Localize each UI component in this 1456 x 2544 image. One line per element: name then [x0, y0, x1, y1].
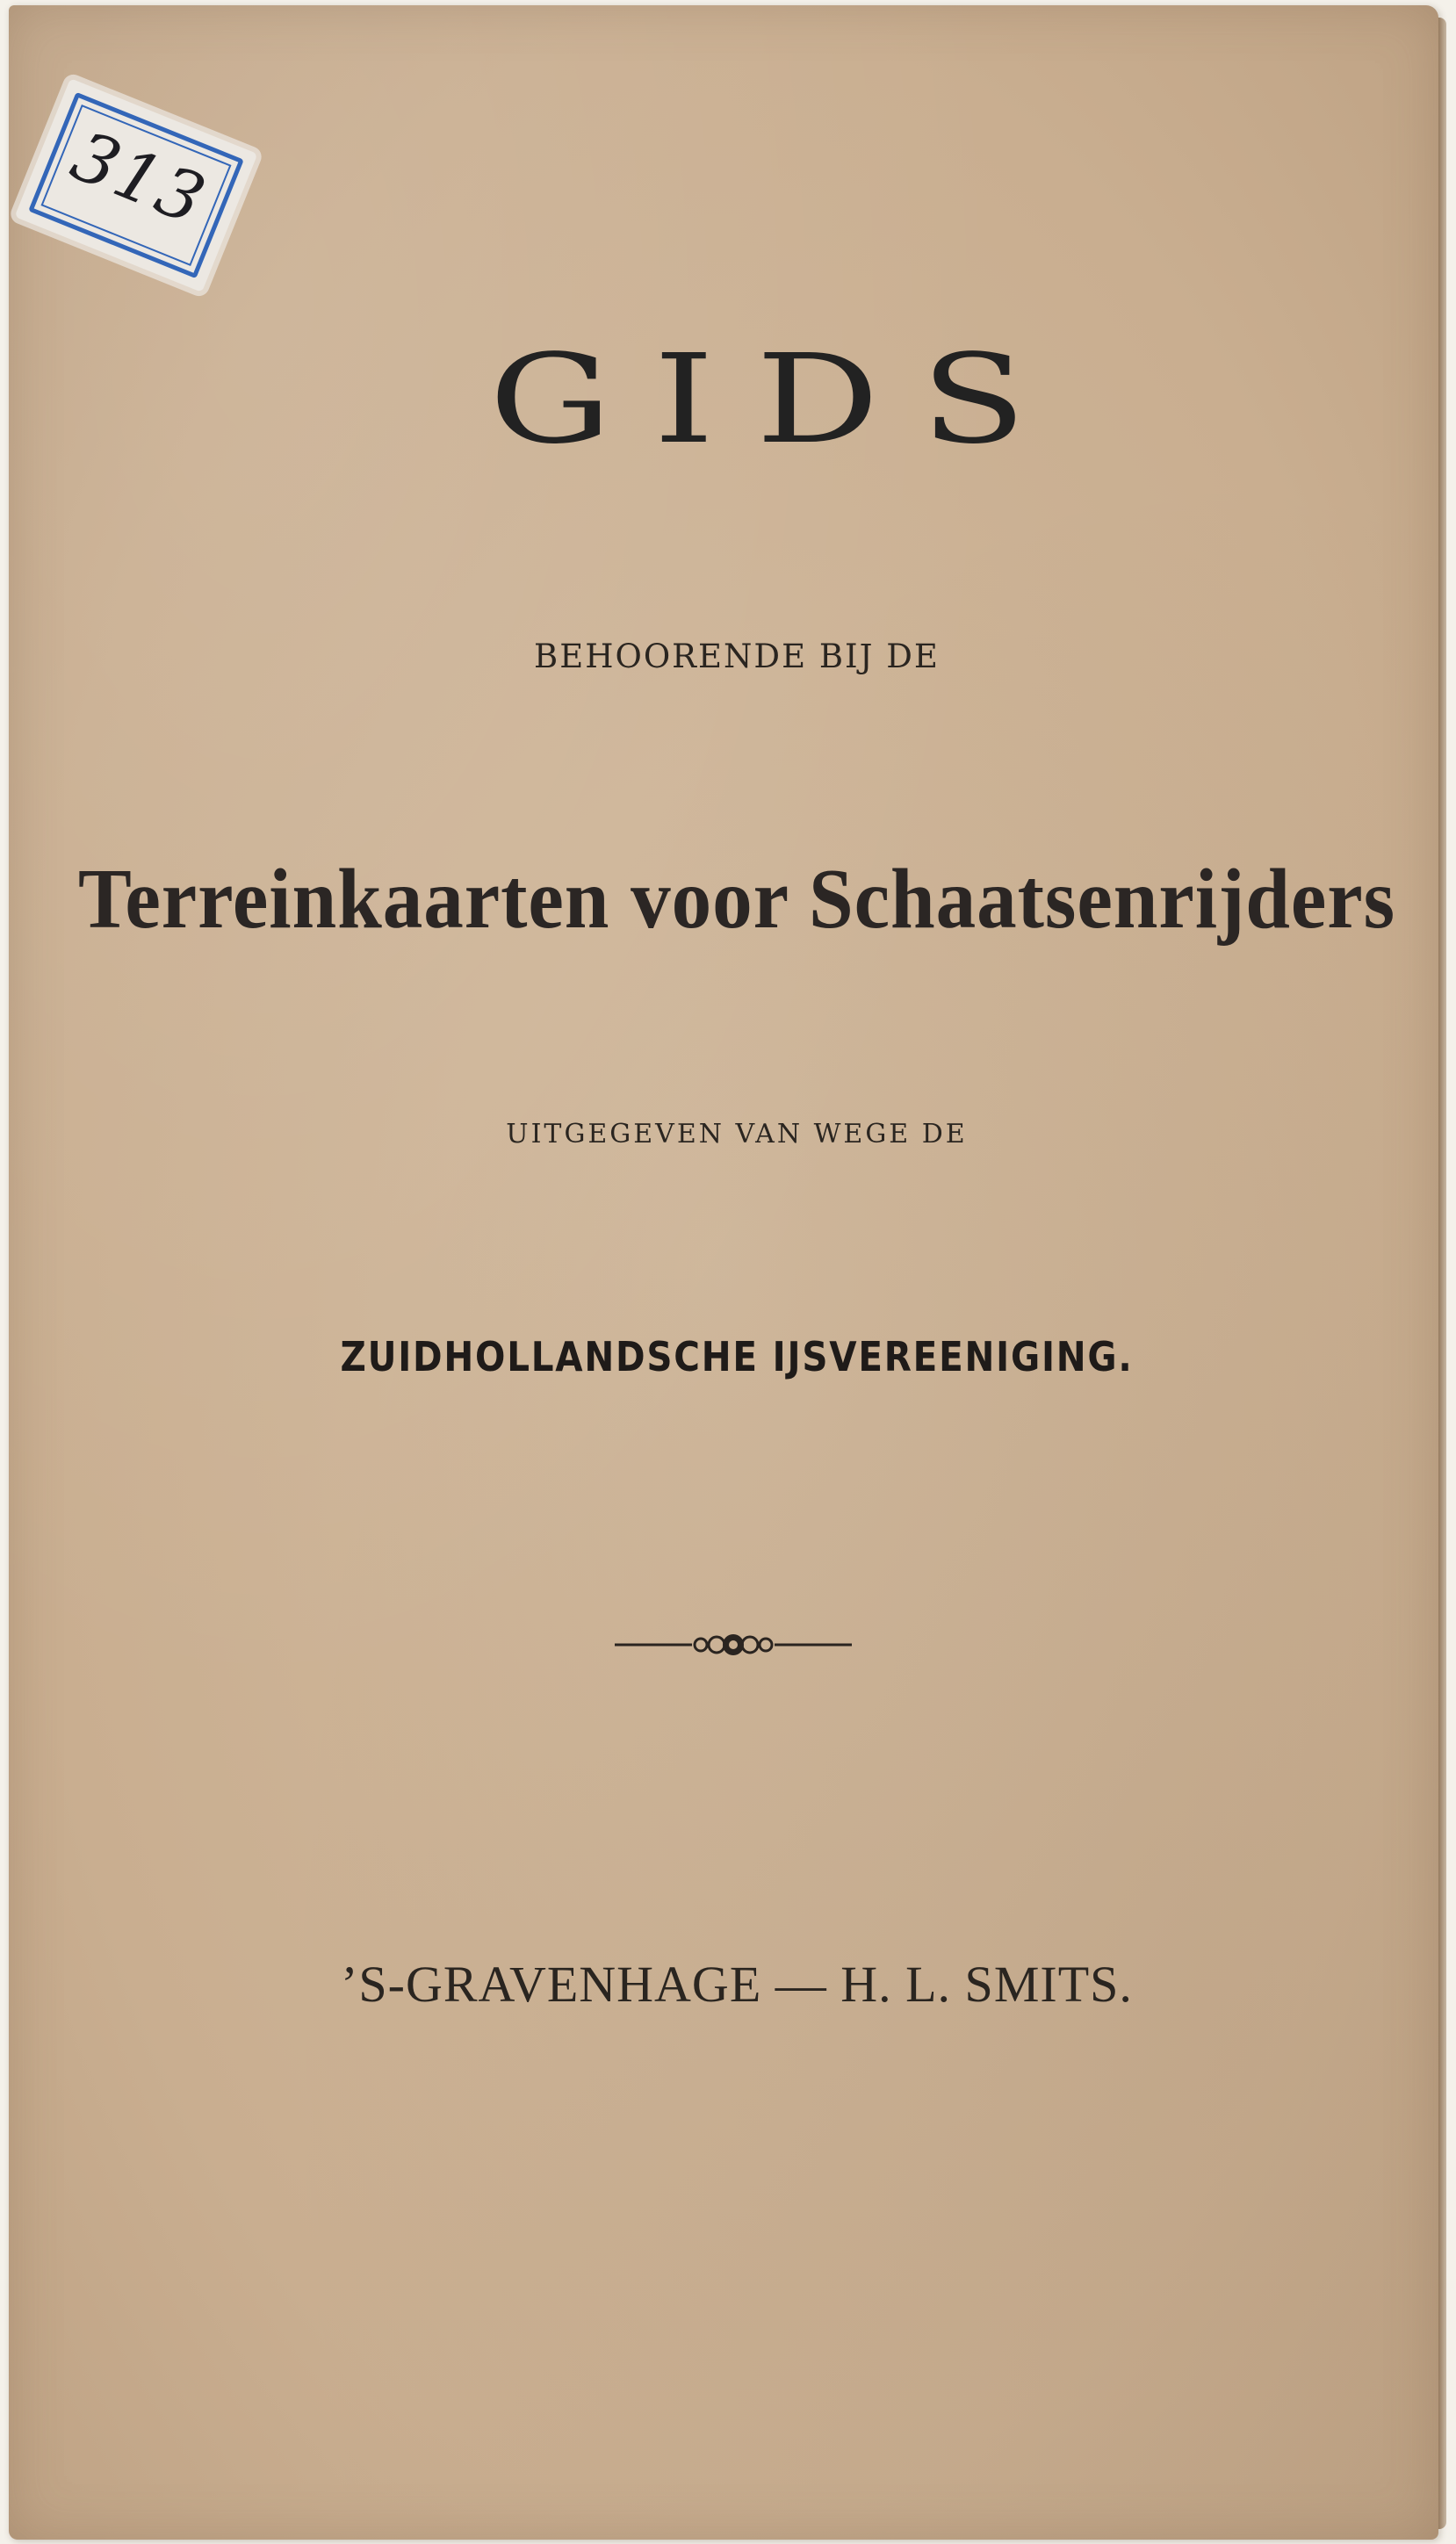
booklet-cover — [9, 5, 1438, 2540]
cover-subtitle-2: UITGEGEVEN VAN WEGE DE — [506, 1119, 968, 1149]
cover-title: GIDS — [488, 328, 1069, 472]
publisher-line: ’S-GRAVENHAGE — H. L. SMITS. — [341, 1956, 1133, 2013]
cover-main-title: Terreinkaarten voor Schaatsenrijders — [77, 852, 1396, 947]
cover-subtitle-1: BEHOORENDE BIJ DE — [534, 638, 940, 675]
ornament-divider — [615, 1625, 852, 1664]
inventory-label — [15, 78, 258, 292]
society-name: ZUIDHOLLANDSCHE IJSVEREENIGING. — [340, 1333, 1134, 1380]
inventory-number: 313 — [61, 116, 217, 241]
